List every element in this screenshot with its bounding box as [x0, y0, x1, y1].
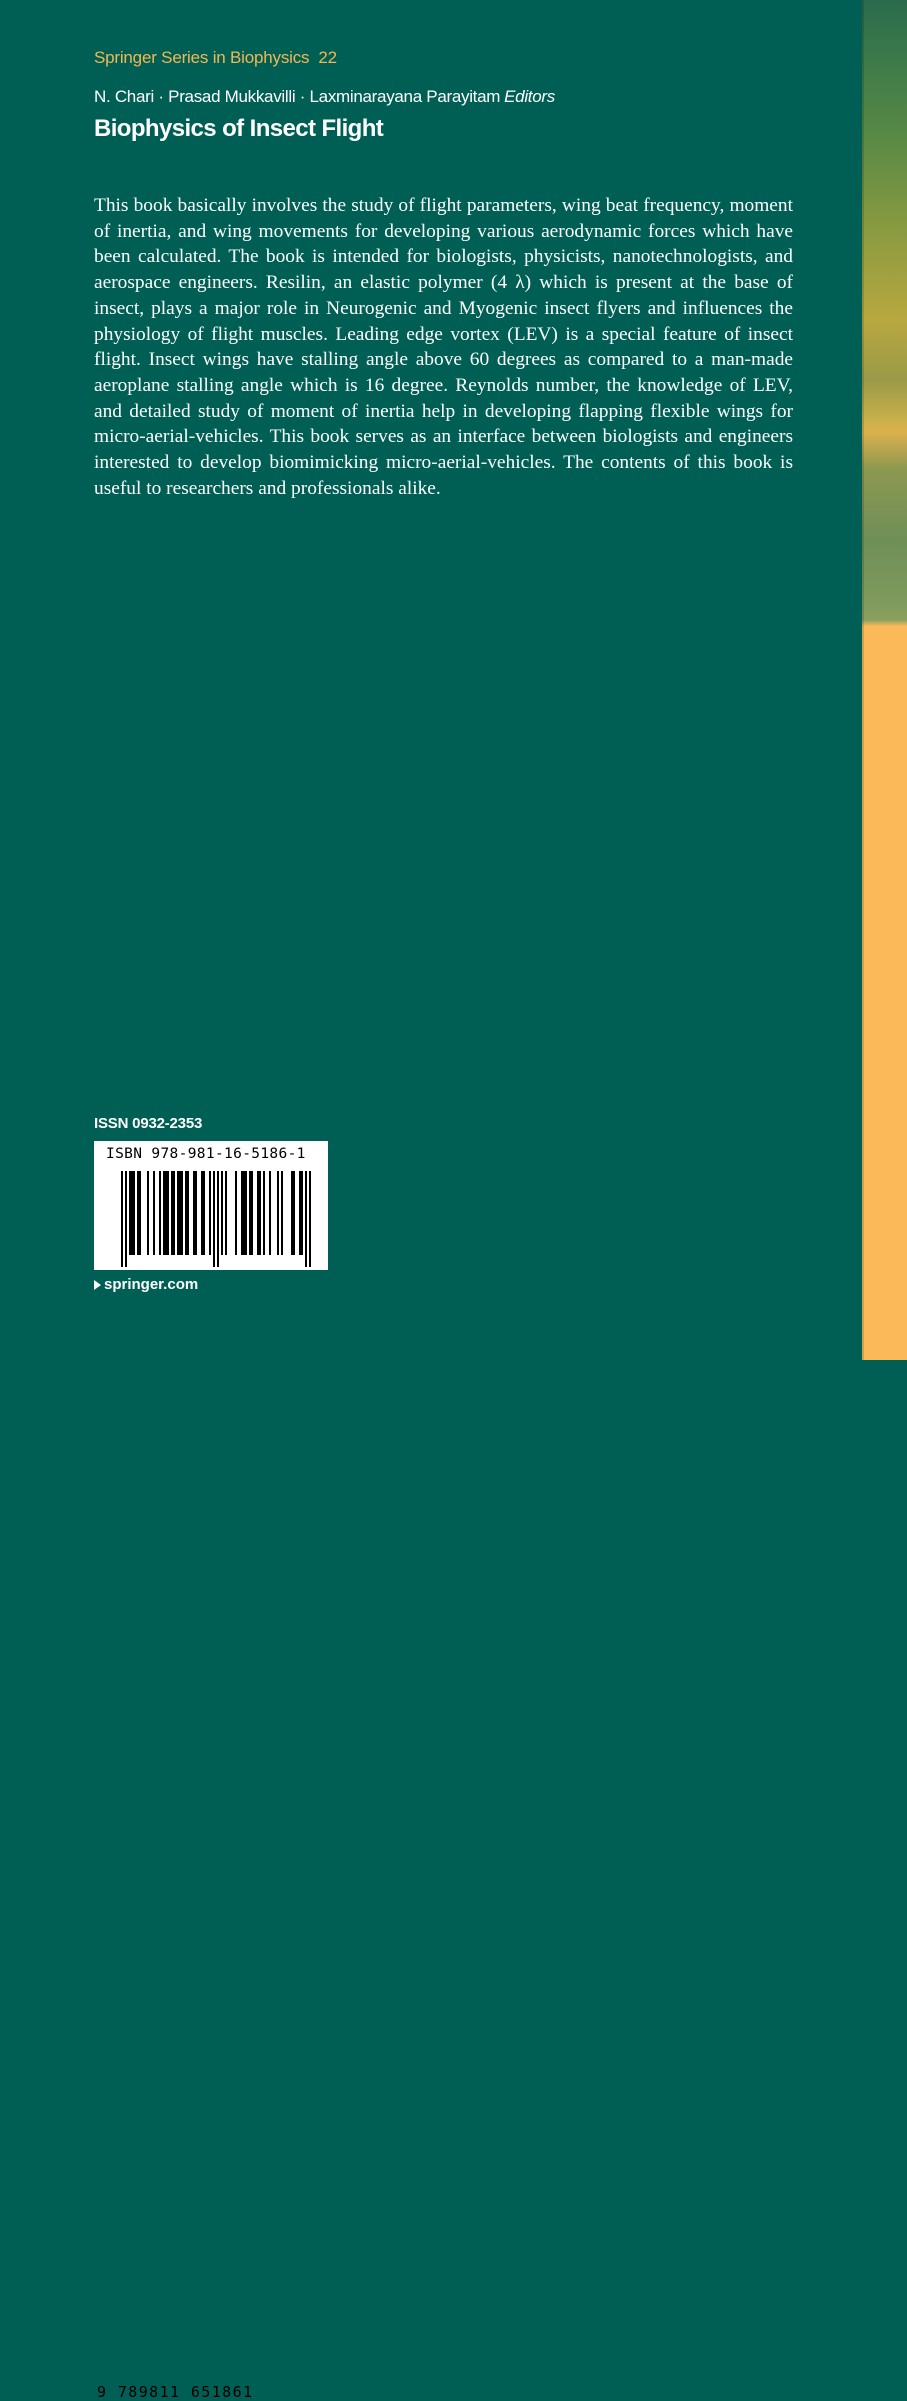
- barcode-bar: [201, 1171, 203, 1255]
- barcode-bar: [167, 1171, 169, 1255]
- barcode-bar: [137, 1171, 139, 1255]
- barcode-bar: [185, 1171, 187, 1255]
- barcode-bar: [257, 1171, 259, 1255]
- barcode-bar: [243, 1171, 245, 1255]
- barcode-bar: [299, 1171, 301, 1255]
- barcode-bar: [125, 1171, 127, 1267]
- barcode-bar: [133, 1171, 135, 1255]
- barcode-bar: [217, 1171, 219, 1267]
- series-title: [94, 48, 337, 68]
- barcode-bar: [235, 1171, 237, 1255]
- barcode-bar: [121, 1171, 123, 1267]
- spine-edge-strip: [862, 0, 907, 1360]
- series-number: 22: [318, 48, 337, 67]
- barcode-bar: [263, 1171, 265, 1255]
- barcode-bar: [163, 1171, 165, 1255]
- barcode-bar: [305, 1171, 307, 1267]
- barcode-bar: [293, 1171, 295, 1255]
- barcode-bar: [309, 1171, 311, 1267]
- barcode-bar: [221, 1171, 223, 1255]
- book-title: Biophysics of Insect Flight: [94, 115, 384, 142]
- barcode-bar: [301, 1171, 303, 1255]
- barcode-bar: [203, 1171, 205, 1255]
- isbn-label: ISBN 978-981-16-5186-1: [106, 1146, 306, 1162]
- barcode-bar: [179, 1171, 181, 1255]
- barcode-bar: [147, 1171, 149, 1255]
- barcode-bar: [281, 1171, 283, 1255]
- issn-number: ISSN 0932-2353: [94, 1115, 203, 1132]
- series-name: Springer Series in Biophysics: [94, 48, 310, 67]
- barcode-bar: [195, 1171, 197, 1255]
- arrow-right-icon: [94, 1280, 101, 1290]
- barcode-bar: [241, 1171, 243, 1255]
- barcode-bar: [213, 1171, 215, 1267]
- barcode-bar: [171, 1171, 173, 1255]
- barcode-bar: [173, 1171, 175, 1255]
- barcode-bar: [181, 1171, 183, 1255]
- editor-names: N. Chari · Prasad Mukkavilli · Laxminarayana Parayitam: [94, 87, 501, 106]
- barcode-bar: [139, 1171, 141, 1255]
- editors-line: [94, 87, 555, 107]
- publisher-url: springer.com: [104, 1276, 199, 1293]
- barcode-bar: [259, 1171, 261, 1255]
- book-description: This book basically involves the study of flight parameters, wing beat frequency, moment of inertia, and wing movements for developing various aerodynamic forces which have been calculated. The book is intended for biologists, physicists, nanotechnologists, and aerospace engineers. Resilin, an elastic polymer (4 λ) which is present at the base of insect, plays a major role in Neurogenic and Myogenic insect flyers and influences the physiology of flight muscles. Leading edge vortex (LEV) is a special feature of insect flight. Insect wings have stalling angle above 60 degrees as compared to a man-made aeroplane stalling angle which is 16 degree. Reynolds number, the knowledge of LEV, and detailed study of moment of inertia help in developing flapping flexible wings for micro-aerial-vehicles. This book serves as an interface between biologists and engineers interested to develop biomimicking micro-aerial-vehicles. The contents of this book is useful to researchers and professionals alike.: [94, 195, 793, 499]
- barcode-bar: [159, 1171, 161, 1255]
- barcode-bar: [165, 1171, 167, 1255]
- barcode-bar: [177, 1171, 179, 1255]
- barcode-bar: [131, 1171, 133, 1255]
- barcode-bar: [245, 1171, 247, 1255]
- barcode-bar: [269, 1171, 271, 1255]
- barcode-bar: [277, 1171, 279, 1255]
- barcode-bar: [251, 1171, 253, 1255]
- barcode-bar: [209, 1171, 211, 1255]
- barcode-bars: [94, 1141, 328, 1270]
- barcode-bar: [291, 1171, 293, 1255]
- barcode-bar: [225, 1171, 227, 1255]
- barcode-bar: [153, 1171, 155, 1255]
- barcode-bar: [249, 1171, 251, 1255]
- barcode-bar: [187, 1171, 189, 1255]
- barcode-bar: [129, 1171, 131, 1255]
- barcode-digits: 9 789811 651861: [97, 2383, 254, 2401]
- barcode-bar: [193, 1171, 195, 1255]
- editors-role: Editors: [504, 87, 555, 106]
- publisher-link[interactable]: [94, 1276, 198, 1293]
